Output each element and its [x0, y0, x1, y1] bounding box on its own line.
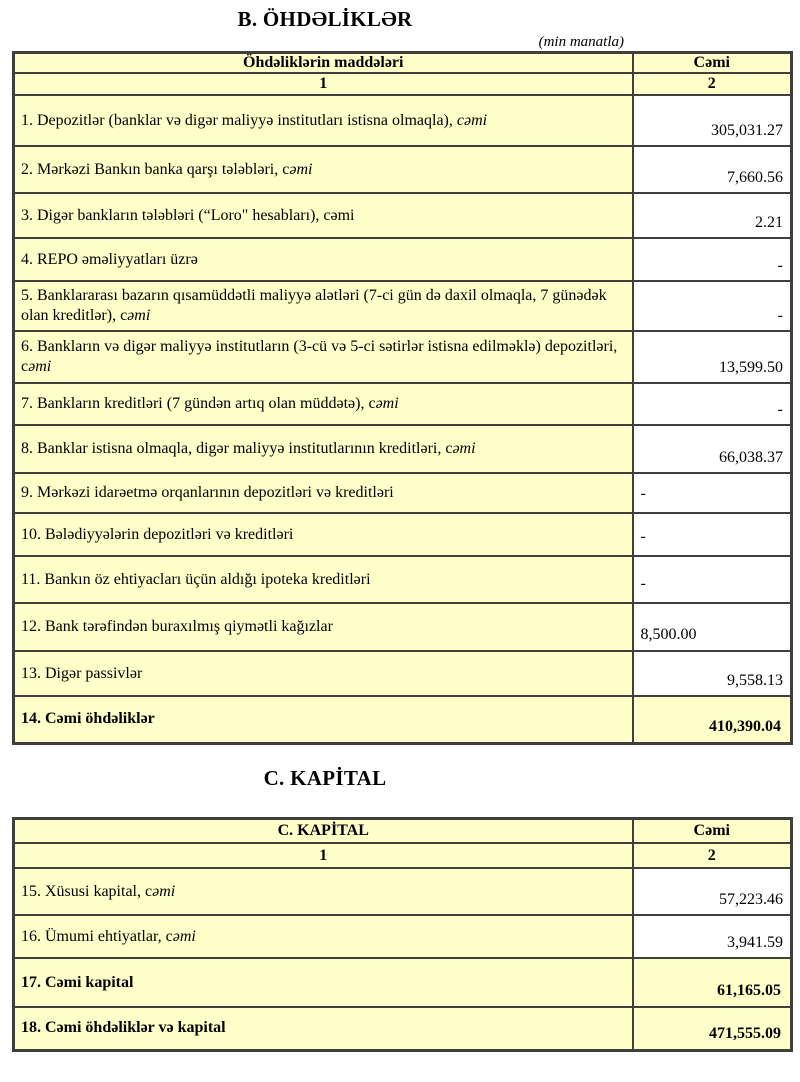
row-label: 1. Depozitlər (banklar və digər maliyyə institutları istisna olmaqla),	[21, 111, 457, 129]
row-value: 57,223.46	[633, 868, 792, 915]
row-label-italic: əmi	[28, 358, 52, 375]
liabilities-table	[12, 51, 793, 745]
row-label: 17. Cəmi kapital	[21, 973, 134, 991]
section-capital	[0, 766, 800, 1052]
row-label: 18. Cəmi öhdəliklər və kapital	[21, 1019, 226, 1037]
row-label-italic: cəmi	[456, 111, 488, 129]
row-label-cell	[14, 425, 633, 473]
row-label-italic: əmi	[172, 927, 196, 945]
row-value: 7,660.56	[633, 146, 792, 193]
row-value: -	[633, 281, 792, 331]
row-label-cell	[14, 868, 633, 915]
row-value: 13,599.50	[633, 331, 792, 383]
section-c-title: C. KAPİTAL	[263, 765, 387, 790]
row-label-cell	[14, 95, 633, 146]
row-label: 9. Mərkəzi idarəetmə orqanlarının depozitləri və kreditləri	[21, 484, 394, 501]
row-label: 2. Mərkəzi Bankın banka qarşı tələbləri, c	[21, 160, 290, 178]
row-value: 471,555.09	[633, 1007, 792, 1050]
row-label-cell	[14, 383, 633, 425]
row-value: 8,500.00	[633, 603, 792, 651]
row-value: 305,031.27	[633, 95, 792, 146]
row-value: 2.21	[633, 193, 792, 238]
table-row	[14, 238, 792, 281]
table-row	[14, 556, 792, 603]
row-label-cell	[14, 556, 633, 603]
table-header-row	[14, 53, 792, 74]
table-row	[14, 95, 792, 146]
row-label-cell	[14, 915, 633, 958]
row-label-italic: əmi	[452, 440, 476, 457]
row-label-italic: əmi	[152, 882, 176, 900]
total-liabilities-and-capital-row	[14, 1007, 792, 1050]
row-value: 410,390.04	[633, 696, 792, 743]
col-number-2: 2	[633, 73, 792, 95]
row-label-cell	[14, 603, 633, 651]
column-number-row	[14, 843, 792, 868]
col-header-items: C. KAPİTAL	[14, 818, 633, 843]
col-number-2: 2	[633, 843, 792, 868]
row-label-italic: əmi	[375, 395, 399, 412]
row-value: -	[633, 513, 792, 556]
row-value: -	[633, 383, 792, 425]
total-capital-row	[14, 958, 792, 1007]
table-row	[14, 425, 792, 473]
table-row	[14, 473, 792, 513]
row-value: 3,941.59	[633, 915, 792, 958]
row-label: 6. Bankların və digər maliyyə institutların (3-cü və 5-ci sətirlər istisna edilməklə) depozitləri, c	[21, 338, 618, 375]
table-row	[14, 383, 792, 425]
row-label: 14. Cəmi öhdəliklər	[21, 710, 155, 728]
row-label-cell	[14, 651, 633, 696]
row-value: -	[633, 238, 792, 281]
table-row	[14, 513, 792, 556]
row-label-italic: əmi	[289, 160, 313, 178]
section-b-title-wrap	[0, 0, 650, 31]
col-number-1: 1	[14, 843, 633, 868]
row-label-cell	[14, 281, 633, 331]
row-label-cell	[14, 238, 633, 281]
capital-table	[12, 817, 793, 1052]
row-label: 4. REPO əməliyyatları üzrə	[21, 250, 198, 268]
table-header-row	[14, 818, 792, 843]
col-header-total: Cəmi	[633, 53, 792, 74]
row-label: 11. Bankın öz ehtiyacları üçün aldığı ipoteka kreditləri	[21, 570, 371, 588]
row-label: 16. Ümumi ehtiyatlar, c	[21, 927, 173, 945]
row-label: 12. Bank tərəfindən buraxılmış qiymətli kağızlar	[21, 618, 333, 635]
row-label-cell	[14, 193, 633, 238]
table-row	[14, 915, 792, 958]
row-value: 61,165.05	[633, 958, 792, 1007]
row-label: 8. Banklar istisna olmaqla, digər maliyyə institutlarının kreditləri, c	[21, 440, 453, 457]
row-label: 13. Digər passivlər	[21, 664, 143, 682]
row-label-cell	[14, 146, 633, 193]
section-c-title-wrap	[0, 766, 650, 790]
row-label-italic: əmi	[127, 307, 151, 324]
row-label: 3. Digər bankların tələbləri (“Loro" hesabları), cəmi	[21, 206, 355, 224]
row-label: 7. Bankların kreditləri (7 gündən artıq olan müddətə), c	[21, 395, 376, 412]
row-label-cell	[14, 513, 633, 556]
row-label-cell	[14, 473, 633, 513]
unit-note: (min manatla)	[538, 34, 624, 50]
row-label-cell	[14, 958, 633, 1007]
table-row	[14, 331, 792, 383]
table-row	[14, 868, 792, 915]
col-number-1: 1	[14, 73, 633, 95]
row-value: -	[633, 473, 792, 513]
table-row	[14, 603, 792, 651]
table-row	[14, 281, 792, 331]
row-value: 66,038.37	[633, 425, 792, 473]
column-number-row	[14, 73, 792, 95]
table-row	[14, 651, 792, 696]
row-label-cell	[14, 696, 633, 743]
table-row	[14, 193, 792, 238]
row-label-cell	[14, 1007, 633, 1050]
row-label: 5. Banklararası bazarın qısamüddətli maliyyə alətləri (7-ci gün də daxil olmaqla, 7 günədək olan kreditlər), c	[21, 287, 607, 324]
total-liabilities-row	[14, 696, 792, 743]
table-row	[14, 146, 792, 193]
section-b-title: B. ÖHDƏLİKLƏR	[237, 7, 413, 31]
row-value: 9,558.13	[633, 651, 792, 696]
col-header-total: Cəmi	[633, 818, 792, 843]
row-label: 10. Bələdiyyələrin depozitləri və kreditləri	[21, 525, 294, 543]
row-value: -	[633, 556, 792, 603]
row-label: 15. Xüsusi kapital, c	[21, 882, 153, 900]
col-header-items: Öhdəliklərin maddələri	[14, 53, 633, 74]
row-label-cell	[14, 331, 633, 383]
